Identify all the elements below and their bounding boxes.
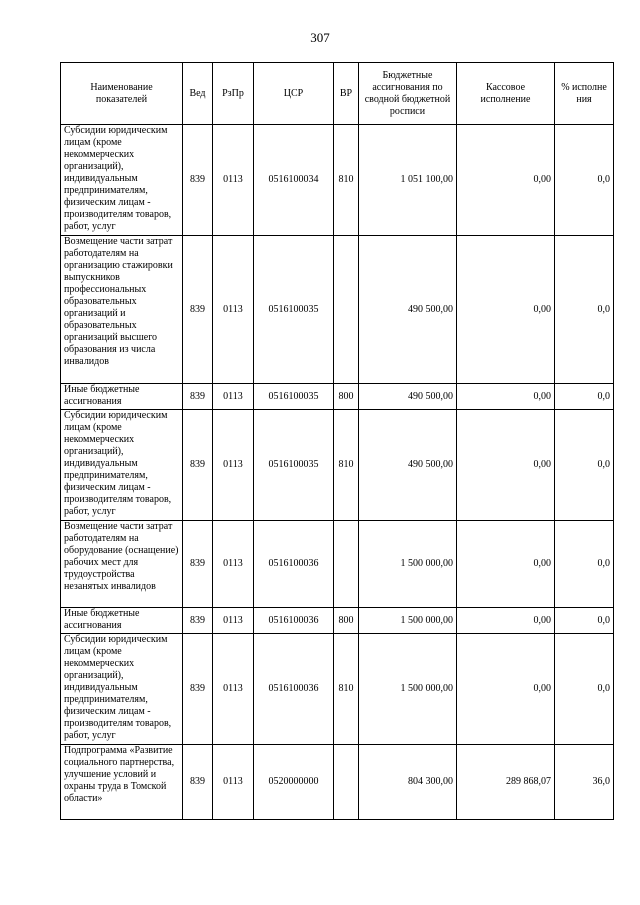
- row-name: Подпрограмма «Развитие социального партнерства, улучшение условий и охраны труда в Томской области»: [61, 745, 183, 820]
- row-cash: 0,00: [457, 634, 555, 745]
- row-ved: 839: [183, 521, 213, 608]
- row-csr: 0516100035: [254, 236, 334, 384]
- row-rzpr: 0113: [213, 521, 254, 608]
- row-percent: 0,0: [555, 608, 614, 634]
- row-cash: 0,00: [457, 521, 555, 608]
- row-percent: 0,0: [555, 125, 614, 236]
- row-budget: 490 500,00: [359, 236, 457, 384]
- row-name: Субсидии юридическим лицам (кроме некоммерческих организаций), индивидуальным предпринимателям, физическим лицам - производителям товаров, работ, услуг: [61, 125, 183, 236]
- table-row: [61, 745, 614, 820]
- row-cash: 0,00: [457, 125, 555, 236]
- table-row: [61, 410, 614, 521]
- budget-table: [60, 62, 614, 820]
- row-cash: 0,00: [457, 384, 555, 410]
- row-percent: 36,0: [555, 745, 614, 820]
- row-ved: 839: [183, 410, 213, 521]
- col-header-vr: ВР: [334, 63, 359, 125]
- row-vr: 800: [334, 608, 359, 634]
- col-header-budget: Бюджетные ассигнования по сводной бюджетной росписи: [359, 63, 457, 125]
- row-budget: 1 500 000,00: [359, 634, 457, 745]
- row-ved: 839: [183, 634, 213, 745]
- row-rzpr: 0113: [213, 410, 254, 521]
- row-vr: [334, 745, 359, 820]
- row-name: Субсидии юридическим лицам (кроме некоммерческих организаций), индивидуальным предпринимателям, физическим лицам - производителям товаров, работ, услуг: [61, 410, 183, 521]
- col-header-ved: Вед: [183, 63, 213, 125]
- row-name: Субсидии юридическим лицам (кроме некоммерческих организаций), индивидуальным предпринимателям, физическим лицам - производителям товаров, работ, услуг: [61, 634, 183, 745]
- row-rzpr: 0113: [213, 634, 254, 745]
- table-row: [61, 521, 614, 608]
- row-cash: 0,00: [457, 608, 555, 634]
- row-vr: 800: [334, 384, 359, 410]
- row-budget: 490 500,00: [359, 384, 457, 410]
- row-csr: 0516100036: [254, 608, 334, 634]
- row-ved: 839: [183, 384, 213, 410]
- row-vr: 810: [334, 410, 359, 521]
- col-header-cash: Кассовое исполнение: [457, 63, 555, 125]
- row-csr: 0516100035: [254, 410, 334, 521]
- row-csr: 0516100035: [254, 384, 334, 410]
- row-vr: [334, 521, 359, 608]
- row-cash: 0,00: [457, 410, 555, 521]
- row-percent: 0,0: [555, 521, 614, 608]
- row-budget: 490 500,00: [359, 410, 457, 521]
- col-header-rzpr: РзПр: [213, 63, 254, 125]
- header-row: [61, 63, 614, 125]
- row-vr: 810: [334, 125, 359, 236]
- row-budget: 1 051 100,00: [359, 125, 457, 236]
- row-name: Возмещение части затрат работодателям на оборудование (оснащение) рабочих мест для трудоустройства незанятых инвалидов: [61, 521, 183, 608]
- table-row: [61, 236, 614, 384]
- table-row: [61, 125, 614, 236]
- row-csr: 0516100036: [254, 521, 334, 608]
- row-ved: 839: [183, 745, 213, 820]
- col-header-csr: ЦСР: [254, 63, 334, 125]
- table-row: [61, 384, 614, 410]
- row-csr: 0520000000: [254, 745, 334, 820]
- table-row: [61, 608, 614, 634]
- row-percent: 0,0: [555, 634, 614, 745]
- row-budget: 804 300,00: [359, 745, 457, 820]
- row-ved: 839: [183, 236, 213, 384]
- page-number: 307: [310, 30, 330, 45]
- row-percent: 0,0: [555, 236, 614, 384]
- row-csr: 0516100034: [254, 125, 334, 236]
- row-rzpr: 0113: [213, 745, 254, 820]
- row-percent: 0,0: [555, 410, 614, 521]
- row-name: Иные бюджетные ассигнования: [61, 608, 183, 634]
- row-rzpr: 0113: [213, 384, 254, 410]
- row-name: Иные бюджетные ассигнования: [61, 384, 183, 410]
- col-header-name: Наименование показателей: [61, 63, 183, 125]
- row-name: Возмещение части затрат работодателям на организацию стажировки выпускников профессиональных образовательных организаций и образовательных организаций высшего образования из числа инвалидов: [61, 236, 183, 384]
- row-rzpr: 0113: [213, 608, 254, 634]
- row-cash: 289 868,07: [457, 745, 555, 820]
- row-ved: 839: [183, 125, 213, 236]
- row-vr: [334, 236, 359, 384]
- row-csr: 0516100036: [254, 634, 334, 745]
- row-vr: 810: [334, 634, 359, 745]
- row-ved: 839: [183, 608, 213, 634]
- row-rzpr: 0113: [213, 125, 254, 236]
- row-percent: 0,0: [555, 384, 614, 410]
- row-budget: 1 500 000,00: [359, 608, 457, 634]
- row-cash: 0,00: [457, 236, 555, 384]
- col-header-percent: % исполне ния: [555, 63, 614, 125]
- row-budget: 1 500 000,00: [359, 521, 457, 608]
- row-rzpr: 0113: [213, 236, 254, 384]
- table-row: [61, 634, 614, 745]
